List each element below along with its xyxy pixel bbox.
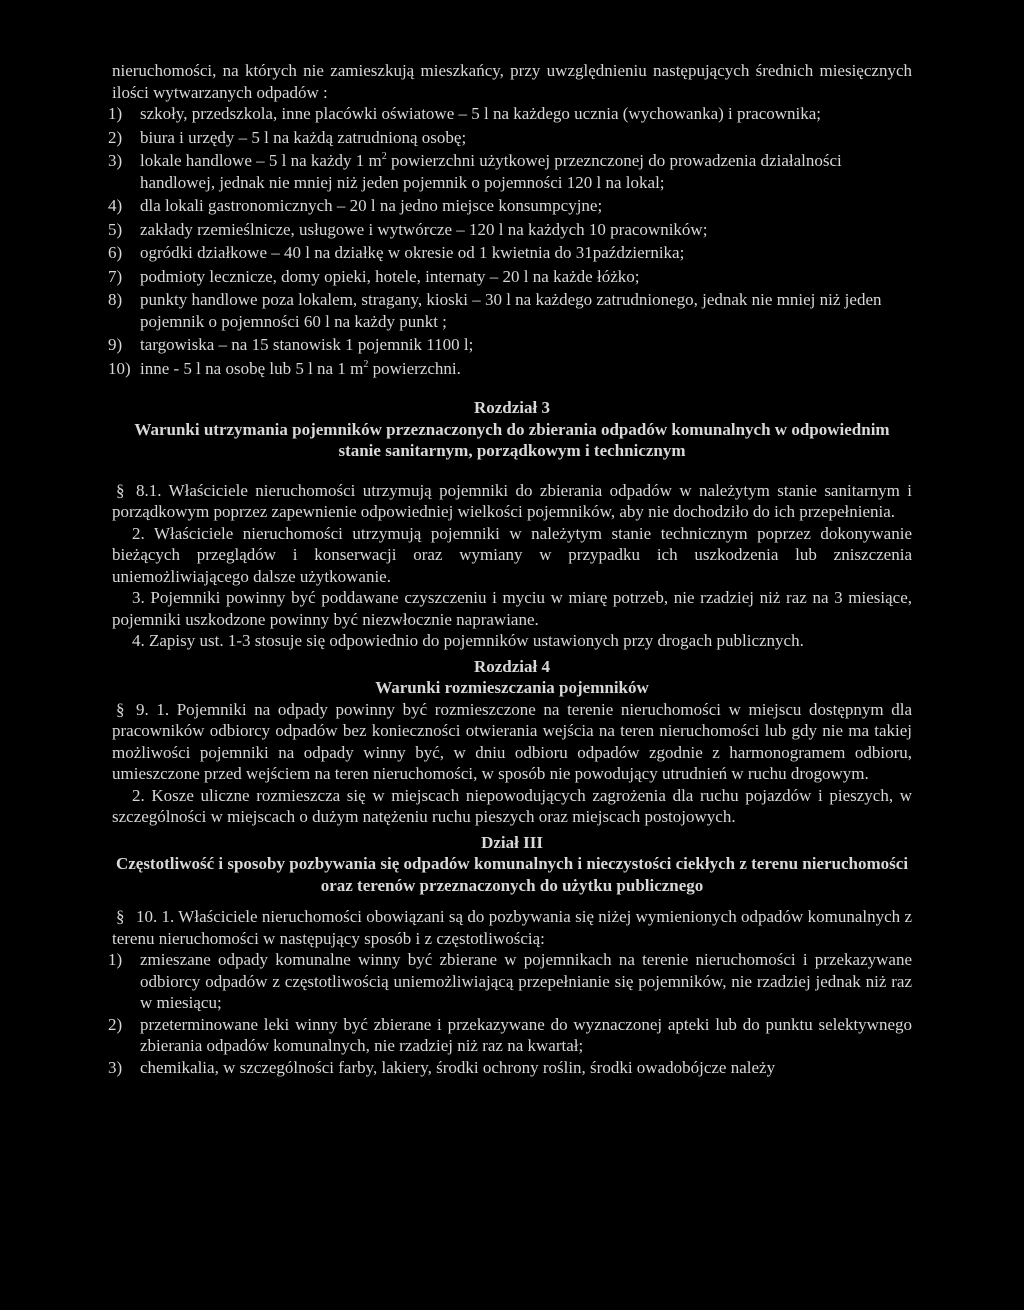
- division-3-title: Dział III: [481, 832, 543, 852]
- document-content: [108, 60, 912, 1078]
- list-item: [108, 127, 912, 149]
- list-text: podmioty lecznicze, domy opieki, hotele, internaty – 20 l na każde łóżko;: [140, 266, 640, 286]
- paragraph-9-1: [112, 699, 912, 785]
- list-item: [108, 150, 912, 193]
- paragraph-text: 10. 1. Właściciele nieruchomości obowiązani są do pozbywania się niżej wymienionych odpadów komunalnych z terenu nieruchomości w następujący sposób i z częstotliwością:: [112, 907, 912, 948]
- chapter-3-title: Rozdział 3: [473, 398, 551, 417]
- paragraph-8-2: 2. Właściciele nieruchomości utrzymują pojemniki w należytym stanie technicznym poprzez dokonywanie bieżących przeglądów i konserwacji oraz wymiany w przypadku ich uszkodzenia lub zniszczenia uniemożliwiającego dalsze użytkowanie.: [112, 523, 912, 586]
- list-item: [108, 289, 912, 332]
- paragraph-8-4: 4. Zapisy ust. 1-3 stosuje się odpowiednio do pojemników ustawionych przy drogach publicznych.: [132, 631, 804, 650]
- list-text: powierzchni.: [368, 358, 461, 378]
- division-3-subtitle: Częstotliwość i sposoby pozbywania się odpadów komunalnych i nieczystości ciekłych z terenu nieruchomości oraz terenów przeznaczonych do użytku publicznego: [115, 854, 909, 895]
- paragraph-text: 8.1. Właściciele nieruchomości utrzymują pojemniki do zbierania odpadów w należytym stanie sanitarnym i porządkowym poprzez zapewnienie odpowiedniej wielkości pojemników, aby nie dochodziło do ich przepełnienia.: [112, 480, 912, 521]
- list-number: 1): [108, 950, 123, 969]
- list-text: zakłady rzemieślnicze, usługowe i wytwórcze – 120 l na każdych 10 pracowników;: [140, 219, 708, 239]
- list-item: [108, 949, 912, 1014]
- list-text: ogródki działkowe – 40 l na działkę w okresie od 1 kwietnia do 31października;: [140, 243, 685, 262]
- paragraph-8-1: [112, 480, 912, 523]
- list-text: lokale handlowe – 5 l na każdy 1 m: [140, 151, 382, 170]
- list-number: 3): [108, 151, 123, 170]
- list-item: [108, 1014, 912, 1057]
- list-item: [108, 195, 912, 217]
- chapter-4-title: Rozdział 4: [473, 656, 551, 676]
- superscript: 2: [381, 151, 387, 162]
- list-number: 7): [108, 266, 123, 286]
- paragraph-8-3: 3. Pojemniki powinny być poddawane czyszczeniu i myciu w miarę potrzeb, nie rzadziej niż raz na 3 miesiące, pojemniki uszkodzone powinny być niezwłocznie naprawiane.: [112, 588, 912, 629]
- section-sign: §: [116, 907, 125, 926]
- waste-disposal-list: [108, 949, 912, 1078]
- waste-quantity-list: [108, 103, 912, 379]
- list-number: 8): [108, 290, 123, 309]
- list-text: powierzchni użytkowej przeznczonej do prowadzenia działalności handlowej, jednak nie mniej niż jeden pojemnik o pojemności 120 l na lokal;: [140, 151, 842, 192]
- list-text: punkty handlowe poza lokalem, stragany, kioski – 30 l na każdego zatrudnionego, jednak nie mniej niż jeden pojemnik o pojemności 60 l na każdy punkt ;: [140, 290, 882, 331]
- list-number: 6): [108, 243, 123, 262]
- paragraph-text: 9. 1. Pojemniki na odpady powinny być rozmieszczone na terenie nieruchomości w miejscu dostępnym dla pracowników odbiorcy odpadów bez konieczności otwierania wejścia na teren nieruchomości lub gdy nie ma takiej możliwości pojemniki na odpady winny być, w dniu odbioru odpadów zgodnie z harmonogramem odbioru, umieszczone przed wejściem na teren nieruchomości, w sposób nie powodujący utrudnień w ruchu drogowym.: [112, 699, 912, 783]
- chapter-4-subtitle: Warunki rozmieszczania pojemników: [375, 678, 649, 697]
- list-text: zmieszane odpady komunalne winny być zbierane w pojemnikach na terenie nieruchomości i przekazywane odbiorcy odpadów z częstotliwością uniemożliwiającą przepełnianie się pojemników, nie rzadziej jednak niż raz w miesiącu;: [140, 950, 912, 1012]
- list-item: [108, 358, 912, 380]
- list-number: 10): [108, 358, 131, 378]
- list-number: 1): [108, 104, 123, 123]
- list-text: chemikalia, w szczególności farby, lakiery, środki ochrony roślin, środki owadobójcze należy: [140, 1057, 776, 1077]
- list-item: [108, 219, 912, 241]
- list-text: szkoły, przedszkola, inne placówki oświatowe – 5 l na każdego ucznia (wychowanka) i pracownika;: [140, 104, 822, 123]
- paragraph-10-1: [112, 906, 912, 949]
- intro-paragraph: nieruchomości, na których nie zamieszkują mieszkańcy, przy uwzględnieniu następujących średnich miesięcznych ilości wytwarzanych odpadów :: [112, 61, 912, 102]
- section-sign: §: [116, 480, 125, 500]
- list-text: targowiska – na 15 stanowisk 1 pojemnik 1100 l;: [140, 335, 474, 354]
- list-text: inne - 5 l na osobę lub 5 l na 1 m: [140, 358, 364, 378]
- list-text: dla lokali gastronomicznych – 20 l na jedno miejsce konsumpcyjne;: [140, 196, 603, 215]
- list-item: [108, 103, 912, 125]
- list-item: [108, 266, 912, 288]
- list-number: 2): [108, 1014, 123, 1034]
- list-number: 9): [108, 335, 123, 354]
- list-number: 4): [108, 196, 123, 215]
- section-sign: §: [116, 699, 125, 719]
- list-item: [108, 242, 912, 264]
- list-item: [108, 334, 912, 356]
- list-number: 5): [108, 219, 123, 239]
- list-text: przeterminowane leki winny być zbierane i przekazywane do wyznaczonej apteki lub do punktu selektywnego zbierania odpadów komunalnych, nie rzadziej niż raz na kwartał;: [140, 1014, 912, 1055]
- list-item: [108, 1057, 912, 1079]
- list-number: 2): [108, 127, 123, 147]
- superscript: 2: [363, 358, 369, 370]
- paragraph-9-2: 2. Kosze uliczne rozmieszcza się w miejscach niepowodujących zagrożenia dla ruchu pojazdów i pieszych, w szczególności w miejscach o dużym natężeniu ruchu pieszych oraz miejscach postojowych.: [112, 785, 912, 826]
- chapter-3-subtitle: Warunki utrzymania pojemników przeznaczonych do zbierania odpadów komunalnych w odpowiednim stanie sanitarnym, porządkowym i technicznym: [134, 419, 890, 460]
- list-number: 3): [108, 1057, 123, 1077]
- list-text: biura i urzędy – 5 l na każdą zatrudnioną osobę;: [140, 127, 467, 147]
